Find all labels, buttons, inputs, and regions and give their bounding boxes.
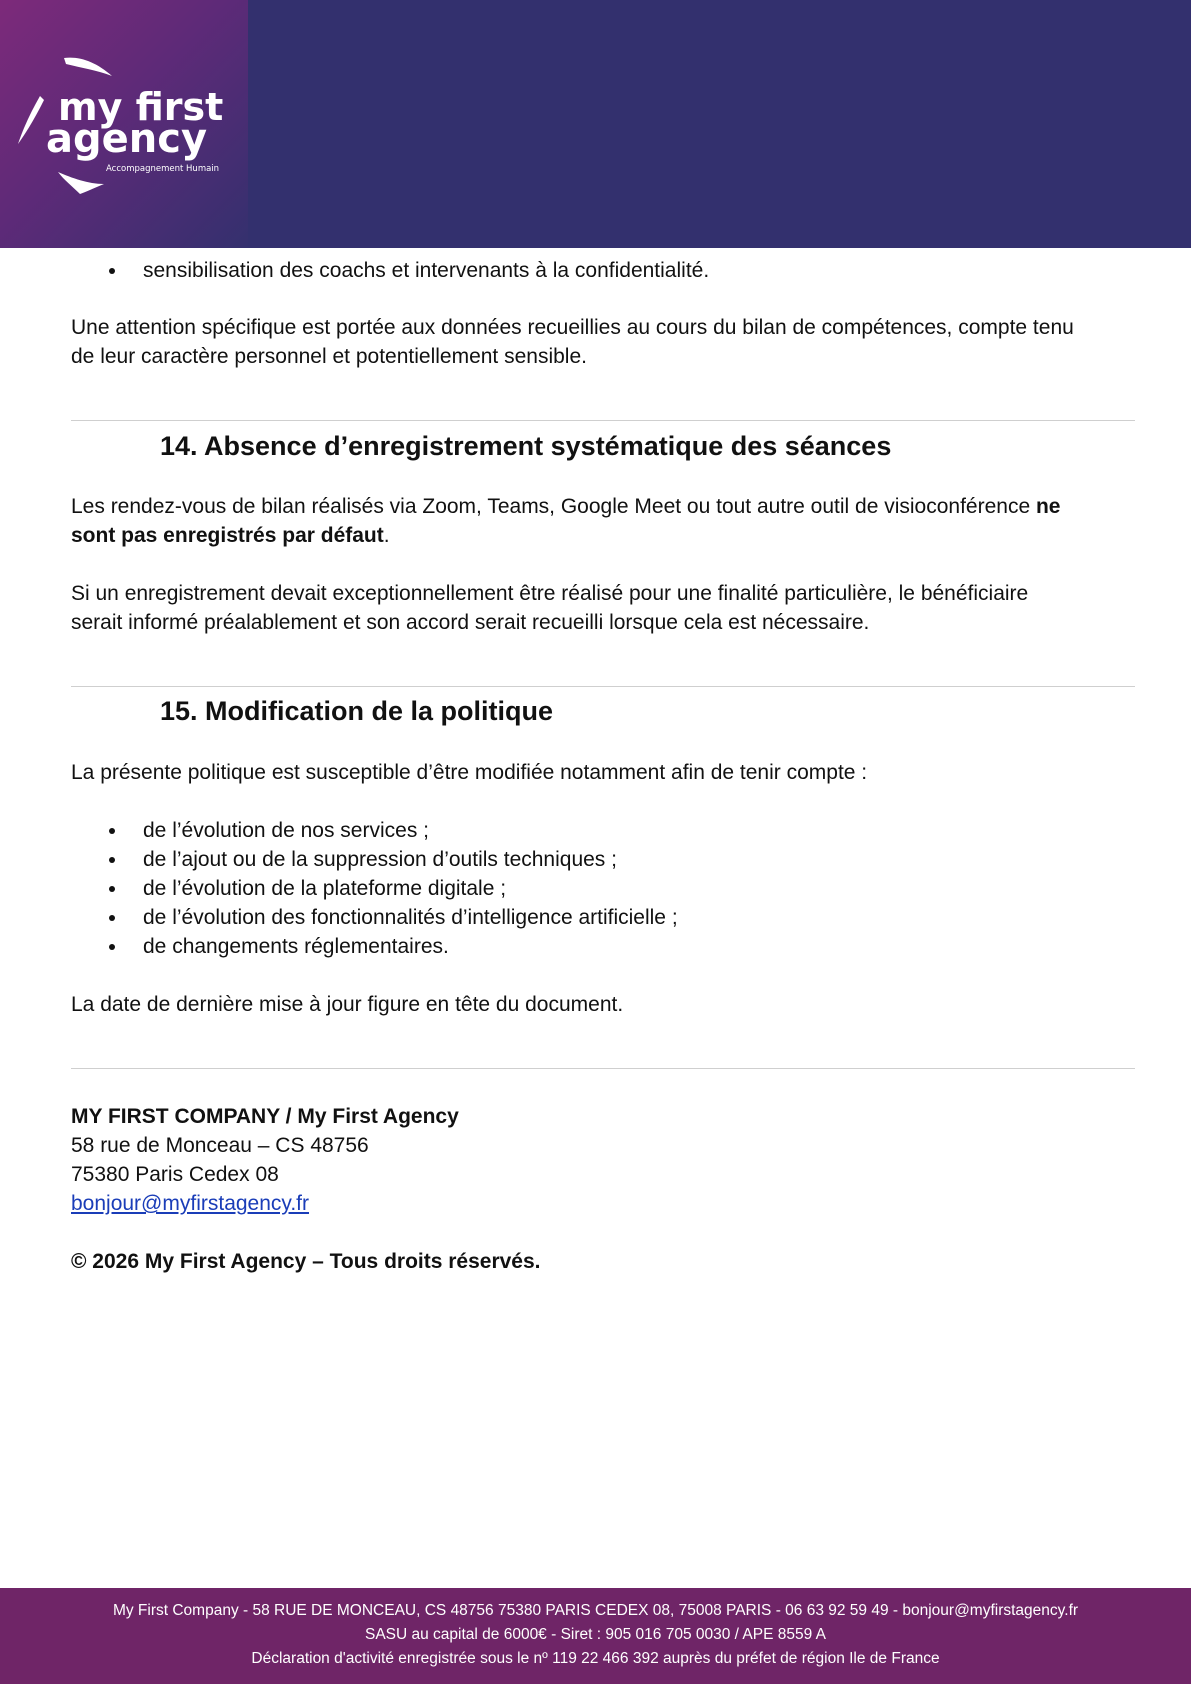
section14-p1-bold-inline: ne — [1035, 495, 1061, 518]
list-item: de changements réglementaires. — [71, 932, 1135, 961]
contact-block — [71, 1102, 1135, 1218]
section-divider — [71, 420, 1135, 421]
section15-intro: La présente politique est susceptible d’être modifiée notamment afin de tenir compte : — [71, 761, 868, 784]
section-divider — [71, 1068, 1135, 1069]
list-item: sensibilisation des coachs et intervenants à la confidentialité. — [71, 256, 1135, 285]
section14-p2-line2: serait informé préalablement et son accord serait recueilli lorsque cela est nécessaire. — [71, 611, 870, 634]
intro-paragraph — [71, 313, 1135, 371]
footer-line3: Déclaration d'activité enregistrée sous le nº 119 22 466 392 auprès du préfet de région Ile de France — [251, 1650, 940, 1667]
section15-list-block — [71, 816, 1135, 961]
section14-p1-end: . — [383, 524, 390, 547]
footer-line2: SASU au capital de 6000€ - Siret : 905 016 705 0030 / APE 8559 A — [364, 1626, 827, 1643]
logo-tagline: Accompagnement Humain — [106, 164, 220, 174]
contact-company: MY FIRST COMPANY / My First Agency — [71, 1105, 459, 1128]
contact-email-link[interactable]: bonjour@myfirstagency.fr — [71, 1192, 310, 1215]
logo-mark-icon — [0, 0, 248, 248]
copyright-block — [71, 1247, 1135, 1276]
contact-city: 75380 Paris Cedex 08 — [71, 1163, 279, 1186]
intro-block — [71, 256, 1135, 285]
section14-p1-bold-line2: sont pas enregistrés par défaut — [71, 524, 384, 547]
list-item: de l’ajout ou de la suppression d’outils techniques ; — [71, 845, 1135, 874]
footer-line1: My First Company - 58 RUE DE MONCEAU, CS 48756 75380 PARIS CEDEX 08, 75008 PARIS - 06 63 92 59 49 - bonjour@myfirstagency.fr — [112, 1602, 1079, 1619]
section14-p2-line1: Si un enregistrement devait exceptionnellement être réalisé pour une finalité particulière, le bénéficiaire — [71, 582, 1029, 605]
intro-paragraph-line2: de leur caractère personnel et potentiellement sensible. — [71, 345, 587, 368]
section-divider — [71, 686, 1135, 687]
footer-band — [0, 1588, 1191, 1684]
logo[interactable] — [0, 0, 248, 248]
section15-bullet-list — [71, 816, 1135, 961]
section14-title: 14. Absence d’enregistrement systématique des séances — [160, 431, 892, 461]
section15-title: 15. Modification de la politique — [160, 696, 554, 726]
logo-line1: my first — [58, 85, 224, 129]
logo-line2: agency — [46, 116, 208, 162]
copyright: © 2026 My First Agency – Tous droits réservés. — [71, 1250, 541, 1273]
section14-p1-line1: Les rendez-vous de bilan réalisés via Zoom, Teams, Google Meet ou tout autre outil de visioconférence — [71, 495, 1031, 518]
section15-closing: La date de dernière mise à jour figure en tête du document. — [71, 993, 624, 1016]
contact-street: 58 rue de Monceau – CS 48756 — [71, 1134, 369, 1157]
section14-paragraph2 — [71, 579, 1135, 637]
intro-paragraph-line1: Une attention spécifique est portée aux données recueillies au cours du bilan de compétences, compte tenu — [71, 316, 1074, 339]
list-item: de l’évolution de nos services ; — [71, 816, 1135, 845]
list-item: de l’évolution de la plateforme digitale ; — [71, 874, 1135, 903]
list-item: de l’évolution des fonctionnalités d’intelligence artificielle ; — [71, 903, 1135, 932]
intro-bullet-list — [71, 256, 1135, 285]
section14-paragraph1 — [71, 492, 1135, 550]
